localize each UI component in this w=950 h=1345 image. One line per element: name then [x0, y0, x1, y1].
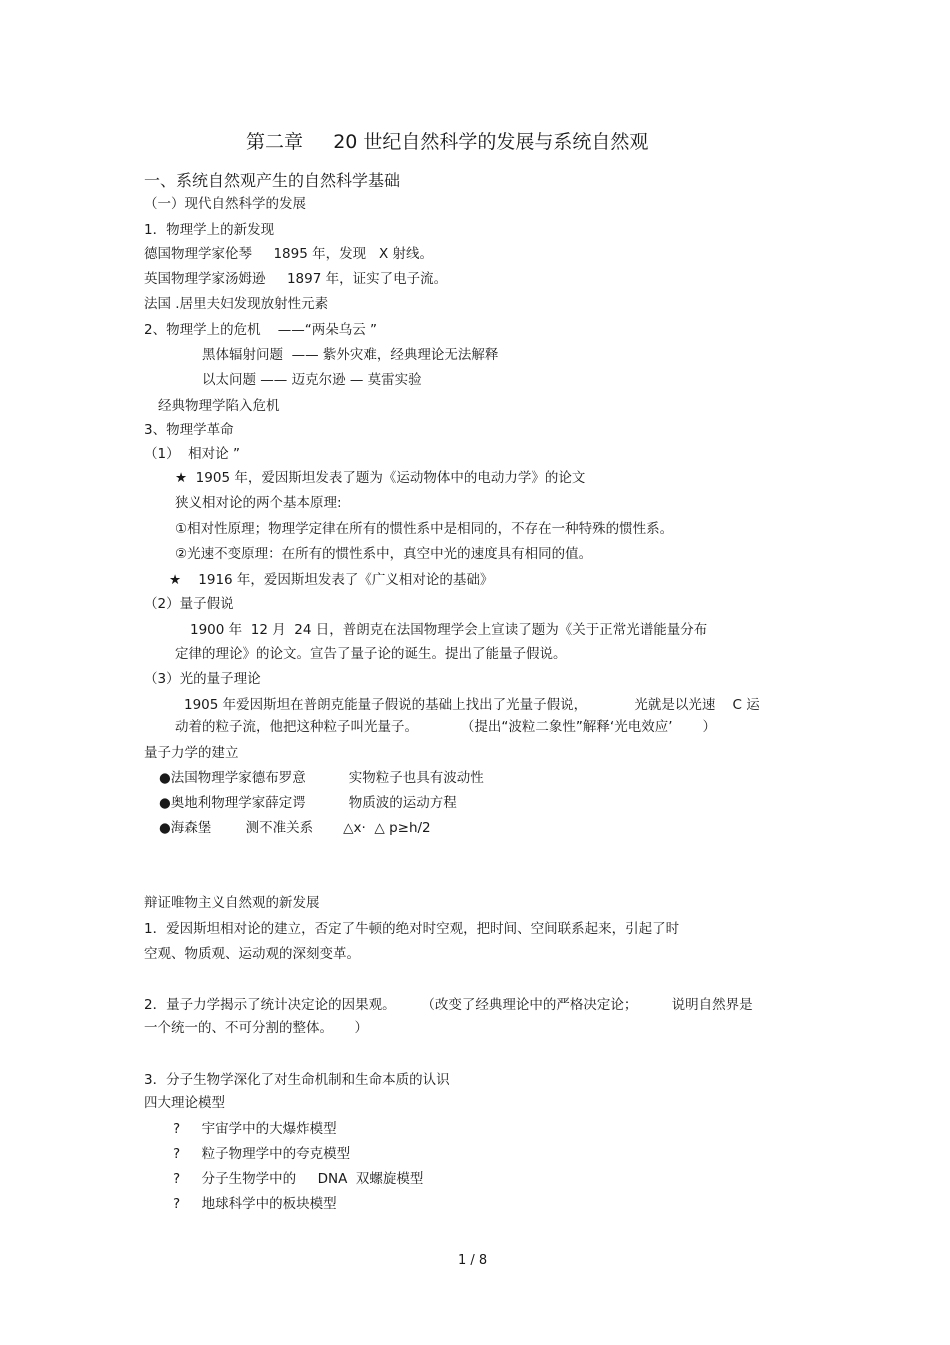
- list-item: ●奥地利物理学家薛定谔 物质波的运动方程: [159, 795, 457, 811]
- text-line: 以太问题 —— 迈克尔逊 — 莫雷实验: [202, 372, 422, 388]
- list-item: ? 粒子物理学中的夸克模型: [173, 1146, 351, 1162]
- text-line: 经典物理学陷入危机: [158, 398, 280, 414]
- text-line: 1905 年爱因斯坦在普朗克能量子假说的基础上找出了光量子假说， 光就是以光速 C 运: [184, 697, 760, 713]
- text-line: 狭义相对论的两个基本原理:: [175, 495, 342, 511]
- text-line: 2、物理学上的危机 ——“两朵乌云 ”: [144, 322, 378, 338]
- chapter-title: 第二章 20 世纪自然科学的发展与系统自然观: [246, 131, 649, 153]
- list-item: ●海森堡 测不准关系 △x· △ p≥h/2: [159, 820, 431, 836]
- text-line: （1） 相对论 ”: [144, 446, 240, 462]
- text-line: 3、物理学革命: [144, 422, 234, 438]
- text-line: 一个统一的、不可分割的整体。 ）: [144, 1020, 368, 1036]
- text-line: （2）量子假说: [144, 596, 234, 612]
- text-line: 1900 年 12 月 24 日，普朗克在法国物理学会上宣读了题为《关于正常光谱能量分布: [190, 622, 708, 638]
- text-line: 2．量子力学揭示了统计决定论的因果观。 （改变了经典理论中的严格决定论； 说明自然界是: [144, 997, 753, 1013]
- text-line: ★ 1905 年，爱因斯坦发表了题为《运动物体中的电动力学》的论文: [175, 470, 586, 486]
- text-line: 德国物理学家伦琴 1895 年，发现 X 射线。: [144, 246, 434, 262]
- text-line: ★ 1916 年，爱因斯坦发表了《广义相对论的基础》: [169, 572, 494, 588]
- text-line: 1．物理学上的新发现: [144, 222, 275, 238]
- page-number: 1 / 8: [458, 1253, 488, 1268]
- list-item: ? 地球科学中的板块模型: [173, 1196, 337, 1212]
- text-line: 黑体辐射问题 —— 紫外灾难，经典理论无法解释: [202, 347, 499, 363]
- list-item: ●法国物理学家德布罗意 实物粒子也具有波动性: [159, 770, 484, 786]
- list-item: ? 分子生物学中的 DNA 双螺旋模型: [173, 1171, 424, 1187]
- text-line: 动着的粒子流，他把这种粒子叫光量子。 （提出“波粒二象性”解释‘光电效应’ ）: [175, 719, 717, 735]
- text-line: 法国 .居里夫妇发现放射性元素: [144, 296, 329, 312]
- text-line: 定律的理论》的论文。宣告了量子论的诞生。提出了能量子假说。: [175, 646, 567, 662]
- text-line: 英国物理学家汤姆逊 1897 年，证实了电子流。: [144, 271, 448, 287]
- text-line: 3．分子生物学深化了对生命机制和生命本质的认识: [144, 1072, 450, 1088]
- text-line: ②光速不变原理：在所有的惯性系中，真空中光的速度具有相同的值。: [175, 546, 593, 562]
- text-line: 1．爱因斯坦相对论的建立，否定了牛顿的绝对时空观，把时间、空间联系起来，引起了时: [144, 921, 680, 937]
- text-line: 四大理论模型: [144, 1095, 225, 1111]
- text-line: 量子力学的建立: [144, 745, 239, 761]
- text-line: ①相对性原理；物理学定律在所有的惯性系中是相同的，不存在一种特殊的惯性系。: [175, 521, 674, 537]
- text-line: 空观、物质观、运动观的深刻变革。: [144, 946, 360, 962]
- text-line: 辩证唯物主义自然观的新发展: [144, 895, 320, 911]
- list-item: ? 宇宙学中的大爆炸模型: [173, 1121, 337, 1137]
- section-heading: 一、系统自然观产生的自然科学基础: [144, 171, 401, 190]
- text-line: （3）光的量子理论: [144, 671, 261, 687]
- subsection-heading: （一）现代自然科学的发展: [144, 196, 306, 212]
